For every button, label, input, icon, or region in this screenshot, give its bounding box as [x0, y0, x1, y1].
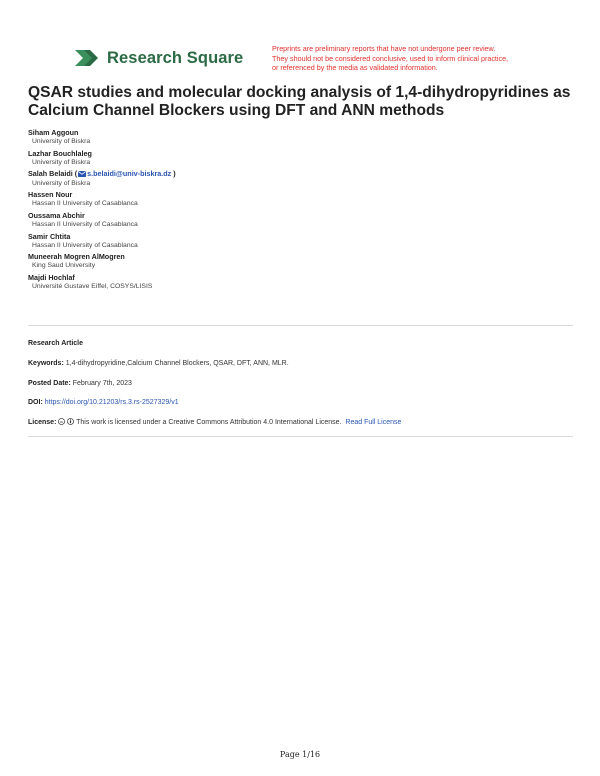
- by-icon: [67, 418, 74, 425]
- author-name: Oussama Abchir: [28, 210, 85, 220]
- author-name: Samir Chtita: [28, 231, 71, 241]
- license-label: License:: [28, 419, 57, 426]
- author-name: Salah Belaidi: [28, 169, 73, 179]
- envelope-icon: [78, 171, 86, 177]
- author-entry: [28, 232, 573, 250]
- author-name-with-email: Salah Belaidi ( s.belaidi@univ-biskra.dz ): [28, 169, 176, 179]
- author-name: Lazhar Bouchlaleg: [28, 148, 92, 158]
- author-name: Muneerah Mogren AlMogren: [28, 252, 125, 262]
- divider: [28, 436, 573, 437]
- author-affiliation: King Saud University: [32, 262, 96, 270]
- divider: [28, 325, 573, 326]
- author-entry: [28, 273, 573, 291]
- research-square-logo-icon: [75, 48, 101, 68]
- doi-link[interactable]: https://doi.org/10.21203/rs.3.rs-2527329/v1: [44, 399, 179, 406]
- author-entry: [28, 211, 573, 229]
- posted-date-label: Posted Date:: [28, 380, 71, 387]
- author-name: Siham Aggoun: [28, 128, 79, 137]
- author-affiliation: Hassan II University of Casablanca: [32, 241, 138, 249]
- preprint-notice-line: Preprints are preliminary reports that have not undergone peer review.: [272, 44, 496, 53]
- cc-icon: [58, 418, 65, 425]
- author-name: Hassen Nour: [28, 190, 73, 200]
- author-list: [28, 128, 573, 294]
- read-full-license-link[interactable]: Read Full License: [345, 419, 402, 426]
- author-entry: [28, 190, 573, 208]
- keywords-label: Keywords:: [28, 360, 64, 367]
- author-name: Majdi Hochlaf: [28, 272, 75, 282]
- svg-text:cc: cc: [60, 419, 64, 424]
- keywords-row: [28, 360, 573, 367]
- author-entry: [28, 149, 573, 167]
- author-affiliation: University of Biskra: [32, 158, 91, 166]
- license-text: This work is licensed under a Creative Commons Attribution 4.0 International License.: [76, 419, 342, 426]
- article-type: Research Article: [28, 340, 83, 347]
- page-number: Page 1/16: [279, 750, 321, 759]
- author-affiliation: University of Biskra: [32, 138, 91, 146]
- doi-label: DOI:: [28, 399, 43, 406]
- preprint-notice-line: They should not be considered conclusive, used to inform clinical practice,: [272, 53, 509, 63]
- author-entry: [28, 169, 573, 187]
- author-affiliation: Hassan II University of Casablanca: [32, 221, 138, 229]
- doi-row: [28, 399, 573, 406]
- author-entry: [28, 128, 573, 146]
- author-affiliation: Université Gustave Eiffel, COSYS/LISIS: [32, 283, 153, 291]
- author-entry: [28, 252, 573, 270]
- keywords-value: 1,4-dihydropyridine,Calcium Channel Blockers, QSAR, DFT, ANN, MLR.: [65, 360, 289, 367]
- preprint-notice-line: or referenced by the media as validated information.: [272, 63, 438, 73]
- author-affiliation: University of Biskra: [32, 179, 91, 187]
- research-square-logo[interactable]: [75, 48, 243, 68]
- posted-date-value: February 7th, 2023: [72, 380, 132, 387]
- author-affiliation: Hassan II University of Casablanca: [32, 200, 138, 208]
- license-row: [28, 418, 573, 426]
- brand-name: Research Square: [107, 48, 244, 67]
- preprint-notice: [272, 44, 572, 73]
- article-title: QSAR studies and molecular docking analysis of 1,4-dihydropyridines as Calcium Channel Blockers using DFT and ANN methods: [28, 84, 571, 119]
- posted-date-row: [28, 380, 573, 387]
- author-email-link[interactable]: s.belaidi@univ-biskra.dz: [87, 169, 172, 179]
